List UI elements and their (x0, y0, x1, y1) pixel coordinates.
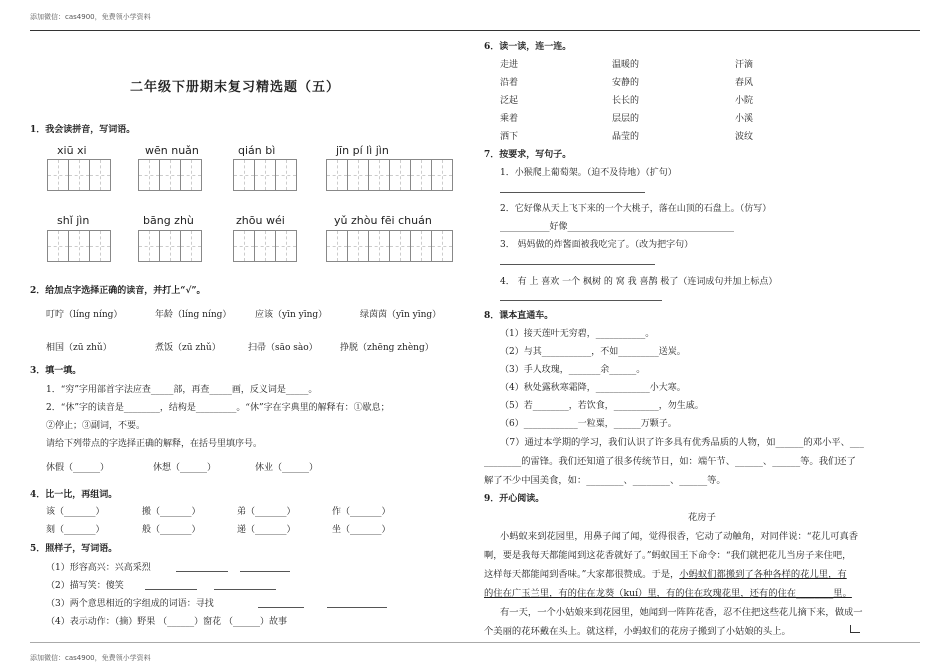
s3-line: 请给下列带点的字选择正确的解释，在括号里填序号。 (46, 439, 263, 449)
s2-item[interactable]: 扫帚（sāo sào） (248, 343, 318, 353)
s4-heading: 4．比一比，再组词。 (30, 490, 118, 500)
pinyin-1: xiū xi (57, 144, 87, 157)
grid-2[interactable] (138, 159, 201, 191)
s5-line: （1）形容高兴：兴高采烈 (46, 563, 151, 573)
s7-line: 4． 有 上 喜欢 一个 枫树 的 窝 我 喜鹊 极了（连词成句并加上标点） (500, 277, 778, 287)
grid-1[interactable] (47, 159, 110, 191)
s1-heading: 1．我会读拼音，写词语。 (30, 125, 136, 135)
s8-heading: 8．课本直通车。 (484, 311, 554, 321)
s6-heading: 6．读一读，连一连。 (484, 42, 572, 52)
s7-line: 2．它好像从天上飞下来的一个大桃子，落在山顶的石盘上。（仿写） (500, 204, 772, 214)
pinyin-5: shǐ jìn (57, 214, 90, 227)
s3-line: 1．“穷”字用部首字法应查_____部，再查_____画，反义词是_____。 (46, 385, 318, 395)
grid-7[interactable] (233, 230, 296, 262)
grid-8[interactable] (326, 230, 452, 262)
s6-c2[interactable]: 晶莹的 (612, 132, 640, 142)
story-line: 有一天，一个小姑娘来到花园里，她闻到一阵阵花香，忍不住把这些花儿摘下来，做成一 (500, 607, 863, 618)
s8-line[interactable]: （6）____________一粒粟，______万颗子。 (500, 419, 677, 429)
story-line: 个美丽的花环戴在头上。就这样，小蚂蚁们的花房子搬到了小姑娘的头上。 (484, 626, 791, 637)
story-line: 啊，要是我每天都能闻到这花香就好了。”蚂蚁国王下命令：“我们就把花儿当房子来住吧， (484, 550, 852, 561)
s8-line[interactable]: （2）与其___________，不如_________送炭。 (500, 347, 686, 357)
s5-line: （3）两个意思相近的字组成的词语：寻找 (46, 599, 214, 609)
s4-item[interactable]: 般（_______） (142, 525, 201, 535)
s6-c2[interactable]: 安静的 (612, 78, 640, 88)
s7-answer-line[interactable] (500, 192, 645, 193)
s5-blank[interactable] (176, 571, 228, 572)
s6-c2[interactable]: 温暖的 (612, 60, 640, 70)
s8-line[interactable]: （7）通过本学期的学习，我们认识了许多具有优秀品质的人物，如______的邓小平、___ (500, 437, 864, 448)
s5-line: （2）描写笑：傻笑 (46, 581, 124, 591)
s7-line: 3． 妈妈做的炸酱面被我吃完了。（改为把字句） (500, 240, 694, 250)
s8-line[interactable]: （3）手人玫瑰，_______余______。 (500, 365, 646, 375)
s7-line[interactable]: ___________好像_____________________________________ (500, 222, 735, 232)
grid-5[interactable] (47, 230, 110, 262)
story-title: 花房子 (688, 512, 716, 523)
s6-c3[interactable]: 小溪 (735, 114, 754, 124)
s3-item[interactable]: 休假（______） (46, 463, 110, 473)
s5-blank[interactable] (145, 589, 197, 590)
s4-item[interactable]: 该（_______） (46, 507, 105, 517)
story-line: 小蚂蚁来到花园里，用鼻子闻了闻，觉得很香，它动了动触角，对同伴说：“花儿可真香 (500, 531, 859, 542)
story-line (484, 566, 847, 580)
underlined-sentence: 小蚂蚁们都搬到了各种各样的花儿里，有 (679, 569, 847, 580)
pinyin-8: yǔ zhòu fēi chuán (334, 214, 432, 227)
s7-answer-line[interactable] (500, 264, 655, 265)
s2-heading: 2．给加点字选择正确的读音，并打上“√”。 (30, 286, 206, 296)
s4-item[interactable]: 坐（_______） (332, 525, 391, 535)
pinyin-2: wēn nuǎn (145, 144, 199, 157)
page-title: 二年级下册期末复习精选题（五） (130, 80, 341, 95)
s5-blank[interactable] (214, 589, 276, 590)
s6-c1[interactable]: 走进 (500, 60, 519, 70)
s2-item[interactable]: 年龄（líng níng） (155, 310, 232, 320)
s2-item[interactable]: 煮饭（zū zhǔ） (155, 343, 221, 353)
s4-item[interactable]: 作（_______） (332, 507, 391, 517)
s6-c1[interactable]: 泛起 (500, 96, 519, 106)
s8-line[interactable]: （5）若________，若饮食，__________，勿生戚。 (500, 401, 704, 411)
pinyin-6: bāng zhù (143, 214, 194, 227)
pinyin-7: zhōu wéi (236, 214, 285, 227)
s2-item[interactable]: 相国（zū zhǔ） (46, 343, 112, 353)
s2-item[interactable]: 应该（yīn yīng） (255, 310, 328, 320)
s7-heading: 7．按要求，写句子。 (484, 150, 572, 160)
s6-c3[interactable]: 春风 (735, 78, 754, 88)
s6-c3[interactable]: 汗滴 (735, 60, 754, 70)
s2-item[interactable]: 叮咛（líng níng） (46, 310, 123, 320)
s9-heading: 9．开心阅读。 (484, 494, 545, 504)
s2-item[interactable]: 挣脱（zhēng zhèng） (340, 343, 434, 353)
pinyin-4: jīn pí lì jìn (336, 144, 389, 157)
pinyin-3: qián bì (238, 144, 276, 157)
underlined-sentence: 的住在广玉兰里，有的住在龙葵（kuí）里，有的住在玫瑰花里，还有的住在________里。 (484, 588, 852, 599)
s8-line[interactable]: （4）秋处露秋寒霜降，____________小大寒。 (500, 383, 686, 393)
s6-c3[interactable]: 小院 (735, 96, 754, 106)
s7-answer-line[interactable] (500, 300, 662, 301)
s5-blank[interactable] (258, 607, 304, 608)
s6-c1[interactable]: 洒下 (500, 132, 519, 142)
s4-item[interactable]: 递（_______） (237, 525, 296, 535)
s7-line: 1．小猴爬上葡萄架。（迫不及待地）（扩句） (500, 168, 677, 178)
s8-line[interactable]: 解了不少中国美食，如：________、________、______等。 (484, 475, 726, 486)
s2-item[interactable]: 绿茵茵（yīn yīng） (360, 310, 442, 320)
watermark-bottom: 添加微信：cas4900，免费领小学资料 (30, 654, 151, 662)
grid-6[interactable] (138, 230, 201, 262)
s4-item[interactable]: 刻（_______） (46, 525, 105, 535)
grid-4[interactable] (326, 159, 452, 191)
grid-3[interactable] (233, 159, 296, 191)
s6-c2[interactable]: 长长的 (612, 96, 640, 106)
header-rule (30, 30, 920, 31)
s3-item[interactable]: 休想（______） (153, 463, 217, 473)
s5-blank[interactable] (240, 571, 290, 572)
s5-blank[interactable] (327, 607, 387, 608)
s6-c1[interactable]: 沿着 (500, 78, 519, 88)
s3-line: ②停止；③副词，不要。 (46, 421, 146, 431)
s6-c1[interactable]: 乘着 (500, 114, 519, 124)
paragraph-mark-icon (850, 625, 860, 633)
s3-item[interactable]: 休业（______） (255, 463, 319, 473)
s8-line[interactable]: ________的雷锋。我们还知道了很多传统节日，如：端午节、______、______等。我们还了 (484, 456, 856, 467)
watermark-top: 添加微信：cas4900，免费领小学资料 (30, 13, 151, 21)
s6-c2[interactable]: 层层的 (612, 114, 640, 124)
s3-line: 2．“休”字的读音是________，结构是_________。“休”字在字典里的解释有：①歇息； (46, 403, 390, 413)
s5-heading: 5．照样子，写词语。 (30, 544, 118, 554)
s4-item[interactable]: 搬（_______） (142, 507, 201, 517)
s4-item[interactable]: 弟（_______） (237, 507, 296, 517)
s3-heading: 3．填一填。 (30, 366, 82, 376)
story-text: 这样每天都能闻到香味。”大家都很赞成。于是， (484, 569, 680, 580)
s6-c3[interactable]: 波纹 (735, 132, 754, 142)
s5-line: （4）表示动作：（摘）野果 （______）窗花 （______）故事 (46, 617, 287, 627)
footer-rule (30, 642, 920, 643)
s8-line[interactable]: （1）接天莲叶无穷碧，___________。 (500, 329, 655, 339)
